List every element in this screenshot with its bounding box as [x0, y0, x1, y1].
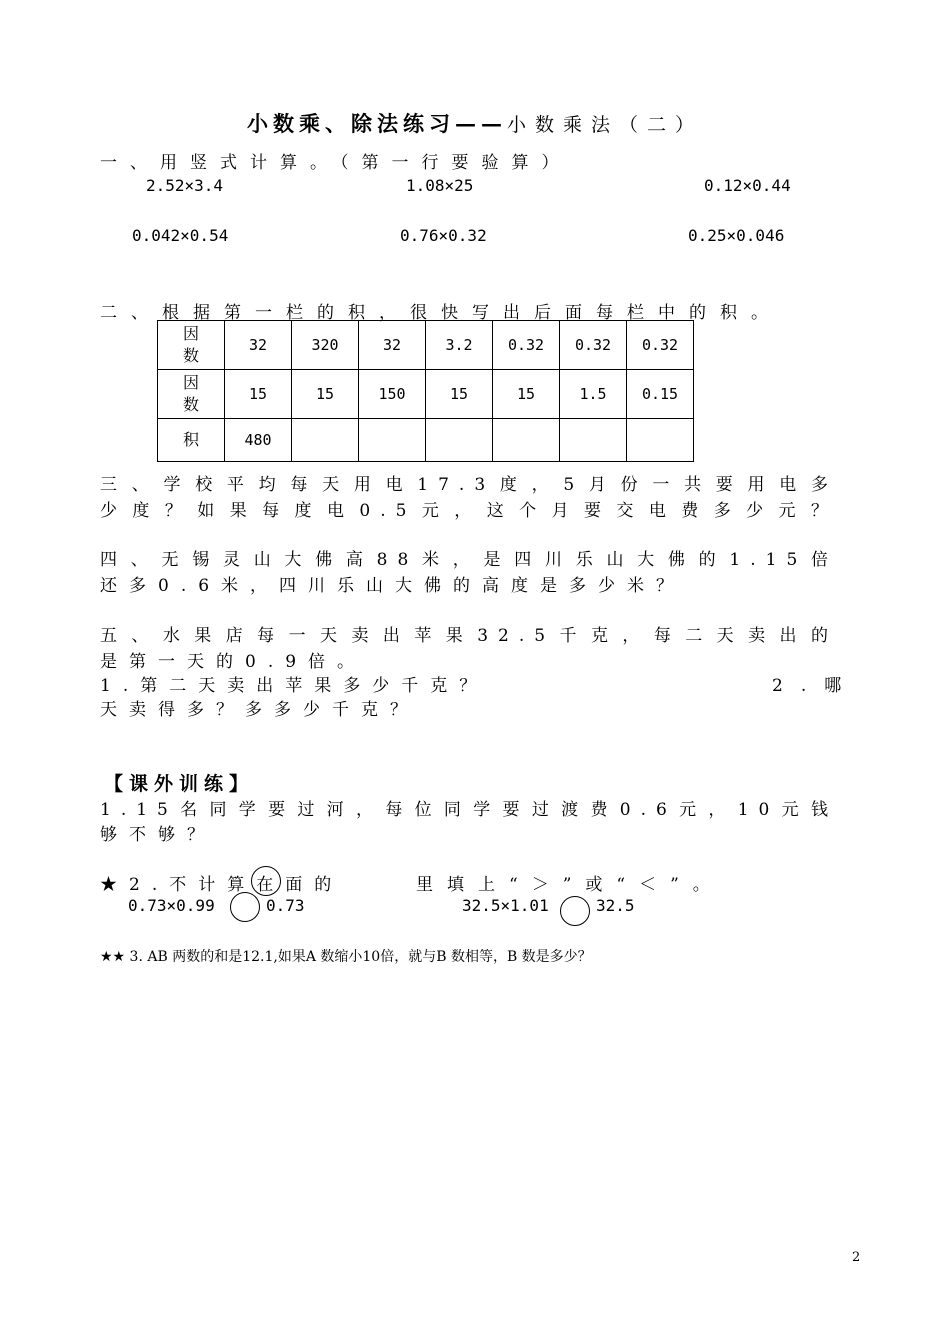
problem-1-4: 0.042×0.54 — [132, 226, 229, 245]
factor2-row — [158, 370, 694, 419]
compare-right-val: 32.5 — [596, 896, 635, 915]
factor-table — [157, 320, 694, 462]
answer-cell[interactable] — [426, 419, 493, 462]
cell: 1.5 — [560, 370, 627, 419]
extra-q3: ★★ 3. AB 两数的和是12.1,如果A 数缩小10倍，就与B 数相等，B 数是多少？ — [100, 949, 592, 965]
section2-heading: 二、根据第一栏的积，很快写出后面每栏中的积。 — [100, 303, 782, 323]
cell: 0.15 — [627, 370, 694, 419]
extra-heading: 【课外训练】 — [104, 773, 255, 795]
extra-q1-line1: 1.15名同学要过河，每位同学要过渡费0.6元，10元钱 — [100, 800, 838, 820]
cell: 0.32 — [627, 321, 694, 370]
cell: 320 — [292, 321, 359, 370]
title-sub: 小数乘法（二） — [506, 114, 703, 136]
answer-cell[interactable] — [359, 419, 426, 462]
cell: 480 — [225, 419, 292, 462]
section5-line1: 五、水果店每一天卖出苹果32.5千克，每二天卖出的 — [100, 626, 838, 646]
title-main: 小数乘、除法练习—— — [246, 111, 507, 136]
compare-right-expr: 32.5×1.01 — [462, 896, 549, 915]
cell: 32 — [225, 321, 292, 370]
problem-1-3: 0.12×0.44 — [704, 176, 791, 195]
row-label: 因 数 — [158, 370, 225, 419]
compare-left-val: 0.73 — [266, 896, 305, 915]
problem-1-2: 1.08×25 — [406, 176, 474, 195]
row-label: 因 数 — [158, 321, 225, 370]
cell: 0.32 — [493, 321, 560, 370]
compare-right-circle[interactable] — [560, 896, 590, 926]
section5-q1: 1.第二天卖出苹果多少千克？ — [100, 676, 489, 696]
product-row — [158, 419, 694, 462]
section5-line2: 是第一天的0.9倍。 — [100, 652, 367, 672]
problem-1-1: 2.52×3.4 — [146, 176, 224, 195]
page-number: 2 — [852, 1250, 861, 1265]
section3-line1: 三、学校平均每天用电17.3度，5月份一共要用电多 — [100, 475, 838, 495]
section4-line2: 还多0.6米，四川乐山大佛的高度是多少米？ — [100, 576, 686, 596]
page-title — [0, 108, 950, 138]
section1-heading: 一、用竖式计算。（第一行要验算） — [100, 153, 572, 173]
cell: 0.32 — [560, 321, 627, 370]
answer-cell[interactable] — [493, 419, 560, 462]
circle-icon — [251, 866, 281, 896]
cell: 150 — [359, 370, 426, 419]
cell: 15 — [292, 370, 359, 419]
section5-q2-start: 2.哪 — [772, 676, 860, 696]
compare-left-expr: 0.73×0.99 — [128, 896, 215, 915]
extra-q2-prefix: ★2.不计算在面的 — [100, 875, 344, 895]
problem-1-5: 0.76×0.32 — [400, 226, 487, 245]
cell: 15 — [225, 370, 292, 419]
extra-q1-line2: 够不够？ — [100, 825, 216, 845]
factor1-row — [158, 321, 694, 370]
section3-line2: 少度？如果每度电0.5元，这个月要交电费多少元？ — [100, 501, 838, 521]
compare-left-circle[interactable] — [230, 892, 260, 922]
row-label: 积 — [158, 419, 225, 462]
extra-q2-suffix: 里填上“＞”或“＜”。 — [416, 875, 724, 895]
cell: 15 — [493, 370, 560, 419]
answer-cell[interactable] — [292, 419, 359, 462]
section4-line1: 四、无锡灵山大佛高88米，是四川乐山大佛的1.15倍 — [100, 550, 838, 570]
cell: 32 — [359, 321, 426, 370]
problem-1-6: 0.25×0.046 — [688, 226, 785, 245]
cell: 15 — [426, 370, 493, 419]
cell: 3.2 — [426, 321, 493, 370]
answer-cell[interactable] — [560, 419, 627, 462]
answer-cell[interactable] — [627, 419, 694, 462]
section5-q2-end: 天卖得多？多多少千克？ — [100, 700, 419, 720]
